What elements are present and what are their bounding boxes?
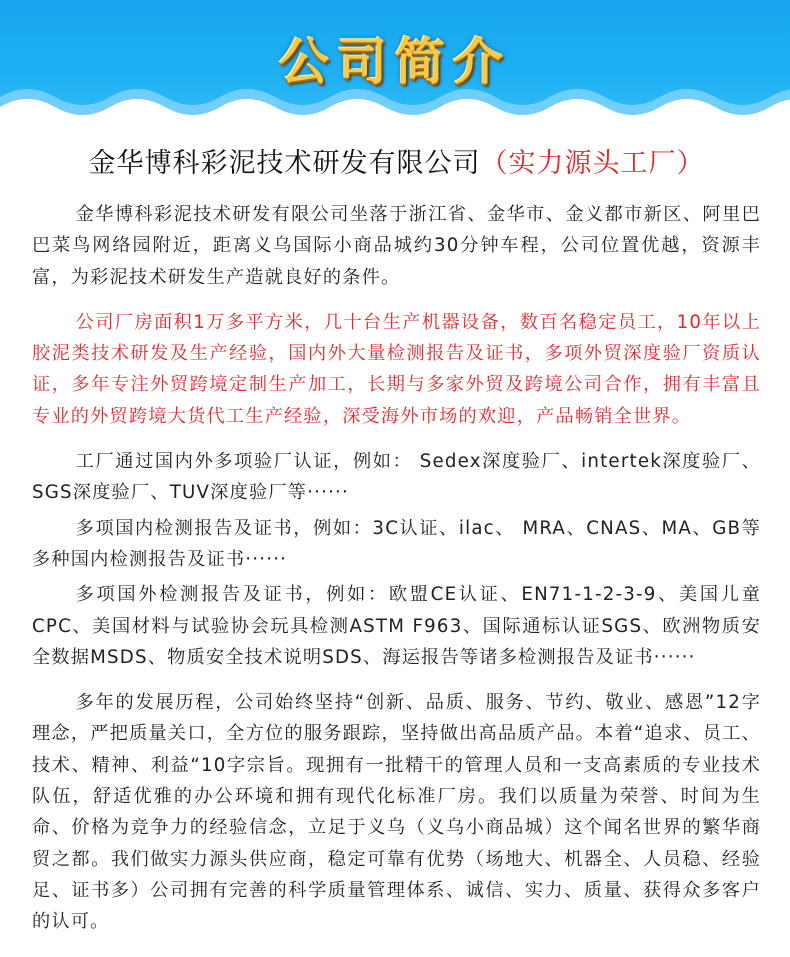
intro-paragraph: 金华博科彩泥技术研发有限公司坐落于浙江省、金华市、金义都市新区、阿里巴巴菜鸟网络园附近，距离义乌国际小商品城约30分钟车程，公司位置优越，资源丰富，为彩泥技术研发生产造就良好的条件。 [32, 204, 761, 288]
foreign-cert-paragraph: 多项国外检测报告及证书，例如：欧盟CE认证、EN71-1-2-3-9、美国儿童CPC、美国材料与试验协会玩具检测ASTM F963、国际通标认证SGS、欧洲物质安全数据MSDS、物质安全技术说明SDS、海运报告等诸多检测报告及证书······ [32, 584, 761, 668]
audit-paragraph: 工厂通过国内外多项验厂认证，例如： Sedex深度验厂、intertek深度验厂、SGS深度验厂、TUV深度验厂等······ [32, 451, 761, 504]
wave-decoration [0, 77, 790, 125]
company-name: 金华博科彩泥技术研发有限公司 [88, 148, 481, 179]
factory-paragraph: 公司厂房面积1万多平方米，几十台生产机器设备，数百名稳定员工，10年以上胶泥类技术研发及生产经验，国内外大量检测报告及证书，多项外贸深度验厂资质认证，多年专注外贸跨境定制生产加工，长期与多家外贸及跨境公司合作，拥有丰富且专业的外贸跨境大货代工生产经验，深受海外市场的欢迎，产品畅销全世界。 [32, 311, 761, 427]
banner-title: 公司简介 [279, 32, 511, 91]
history-paragraph: 多年的发展历程，公司始终坚持“创新、品质、服务、节约、敬业、感恩”12字理念，严把质量关口，全方位的服务跟踪，坚持做出高品质产品。本着“追求、员工、技术、精神、利益“10字宗旨。现拥有一批精干的管理人员和一支高素质的专业技术队伍，舒适优雅的办公环境和拥有现代化标准厂房。我们以质量为荣誉、时间为生命、价格为竞争力的经验信念，立足于义乌（义乌小商品城）这个闻名世界的繁华商贸之都。我们做实力源头供应商，稳定可靠有优势（场地大、机器全、人员稳、经验足、证书多）公司拥有完善的科学质量管理体系、诚信、实力、质量、获得众多客户的认可。 [32, 692, 761, 933]
domestic-cert-paragraph: 多项国内检测报告及证书，例如：3C认证、ilac、 MRA、CNAS、MA、GB等多种国内检测报告及证书······ [32, 517, 761, 570]
company-tag: （实力源头工厂） [480, 148, 705, 179]
header-banner [0, 0, 790, 125]
main-content [0, 147, 790, 938]
company-heading [32, 147, 761, 181]
